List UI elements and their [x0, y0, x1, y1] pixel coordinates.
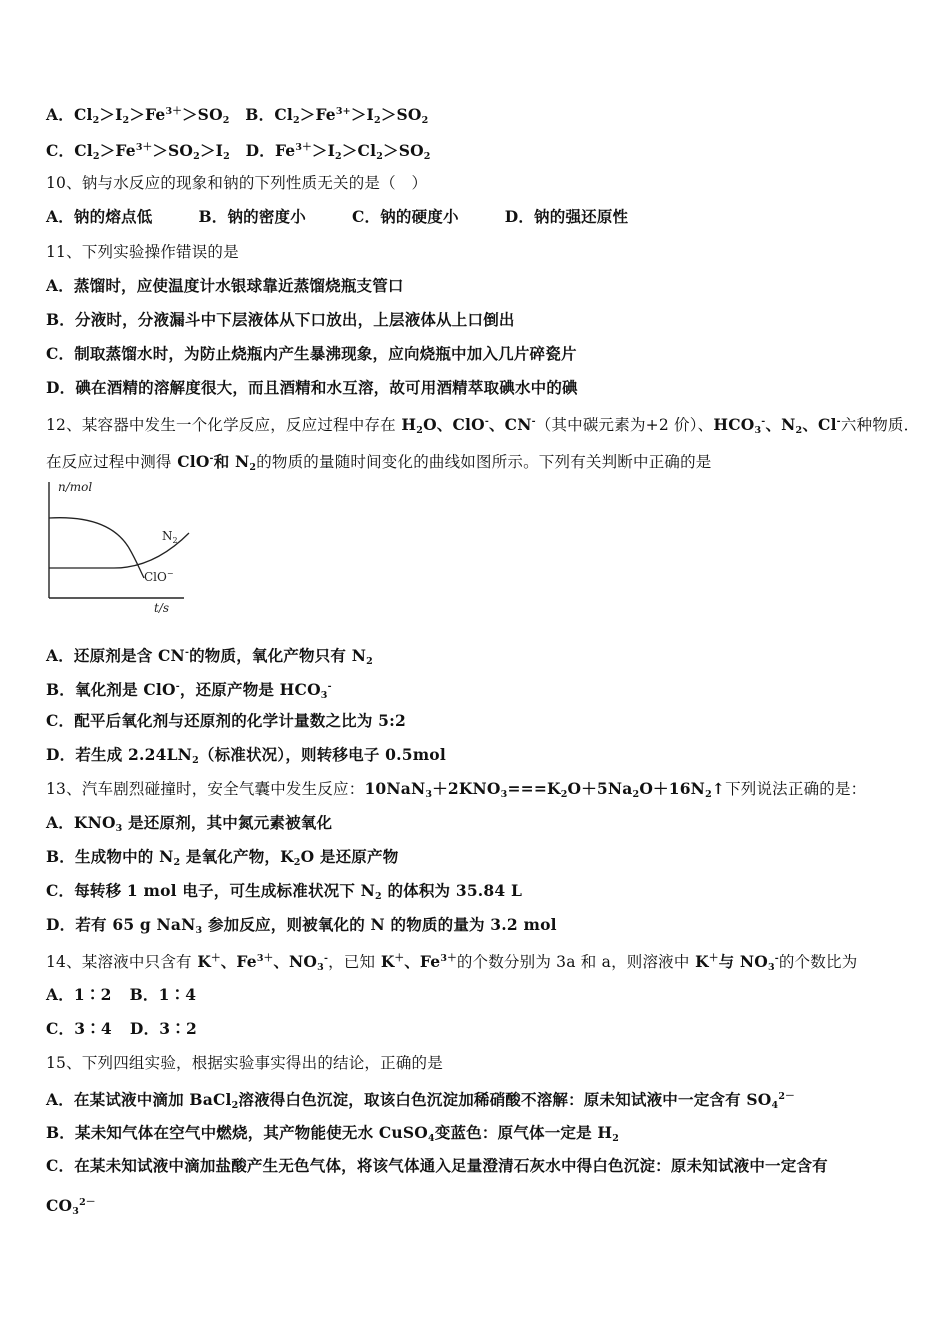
q12-graph [44, 478, 194, 618]
q11-option-a: A．蒸馏时，应使温度计水银球靠近蒸馏烧瓶支管口 [46, 276, 404, 295]
q10-option-c: C．钠的硬度小 [351, 207, 459, 226]
q15-option-a: A．在某试液中滴加 BaCl$_2$溶液得白色沉淀，取该白色沉淀加稀硝酸不溶解：原未知试液中一定含有 $SO_4^{2-}$ [46, 1090, 795, 1111]
q15-option-c-line2: $CO_3^{2-}$ [46, 1196, 96, 1217]
q12-stem-line1: 12、某容器中发生一个化学反应，反应过程中存在 $H_2O$、ClO-、CN-（其中碳元素为+2 价）、$HCO_3^-$、$N_2$、Cl-六种物质． [46, 415, 920, 436]
q9-options-ab: A．$Cl_2>I_2>Fe^{3+}>SO_2$ B．$Cl_2>Fe^{3+}>I_2>SO_2$ [46, 105, 429, 126]
n2-label: $N_2$ [162, 529, 178, 545]
q11-stem: 11、下列实验操作错误的是 [46, 243, 239, 261]
q15-stem: 15、下列四组实验，根据实验事实得出的结论，正确的是 [46, 1054, 443, 1072]
q11-option-b: B．分液时，分液漏斗中下层液体从下口放出，上层液体从上口倒出 [46, 310, 515, 329]
q10-option-d: D．钠的强还原性 [504, 207, 629, 226]
q15-option-b: B．某未知气体在空气中燃烧，其产物能使无水 CuSO$_4$变蓝色：原气体一定是 $H_2$ [46, 1123, 620, 1144]
q14-option-d: D．3∶2 [129, 1019, 197, 1038]
q12-option-b: B．氧化剂是 ClO-，还原产物是 $HCO_3^-$ [46, 680, 332, 701]
q13-option-d: D．若有 65 g NaN$_3$ 参加反应，则被氧化的 N 的物质的量为 3.2 mol [46, 915, 557, 936]
q14-option-b: B．1∶4 [129, 985, 197, 1004]
q12-option-d: D．若生成 $2.24LN_2$（标准状况），则转移电子 0.5mol [46, 745, 446, 766]
q14-option-a: A．1∶2 [46, 985, 112, 1004]
q13-option-c: C．每转移 1 mol 电子，可生成标准状况下 $N_2$ 的体积为 35.84 L [46, 881, 523, 902]
q12-option-c: C．配平后氧化剂与还原剂的化学计量数之比为 5:2 [46, 711, 407, 730]
q13-option-b: B．生成物中的 $N_2$ 是氧化产物，$K_2O$ 是还原产物 [46, 847, 399, 868]
q9-options-cd: C．$Cl_2>Fe^{3+}>SO_2>I_2$ D．$Fe^{3+}>I_2>Cl_2>SO_2$ [46, 141, 431, 162]
q13-option-a: A．$KNO_3$ 是还原剂，其中氮元素被氧化 [46, 813, 333, 834]
x-axis-label: t/s [154, 601, 170, 615]
q14-options-cd [46, 1018, 197, 1040]
q11-option-d: D．碘在酒精的溶解度很大，而且酒精和水互溶，故可用酒精萃取碘水中的碘 [46, 378, 578, 397]
q11-option-c: C．制取蒸馏水时，为防止烧瓶内产生暴沸现象，应向烧瓶中加入几片碎瓷片 [46, 344, 577, 363]
clo-label: ClO− [144, 569, 174, 584]
q10-option-a: A．钠的熔点低 [46, 207, 153, 226]
y-axis-label: n/mol [58, 480, 93, 494]
q10-options [46, 206, 628, 228]
q10-option-b: B．钠的密度小 [198, 207, 306, 226]
q12-stem-line2: 在反应过程中测得 ClO-和 $N_2$的物质的量随时间变化的曲线如图所示。下列有关判断中正确的是 [46, 452, 712, 473]
q14-stem: 14、某溶液中只含有 K＋、$Fe^{3+}$、$NO_3^-$，已知 K＋、$Fe^{3+}$的个数分别为 3a 和 a，则溶液中 K＋与 $NO_3^-$的个数比为 [46, 952, 858, 973]
q14-option-c: C．3∶4 [46, 1019, 112, 1038]
clo-curve [49, 518, 144, 578]
q12-option-a: A．还原剂是含 CN-的物质，氧化产物只有 $N_2$ [46, 646, 373, 667]
q13-stem: 13、汽车剧烈碰撞时，安全气囊中发生反应：$10NaN_3+2KNO_3===K_2O+5Na_2O+16N_2↑$下列说法正确的是： [46, 779, 867, 800]
q10-stem: 10、钠与水反应的现象和钠的下列性质无关的是（ ） [46, 174, 428, 192]
q15-option-c: C．在某未知试液中滴加盐酸产生无色气体，将该气体通入足量澄清石灰水中得白色沉淀：原未知试液中一定含有 [46, 1156, 828, 1175]
q14-options-ab [46, 984, 196, 1006]
